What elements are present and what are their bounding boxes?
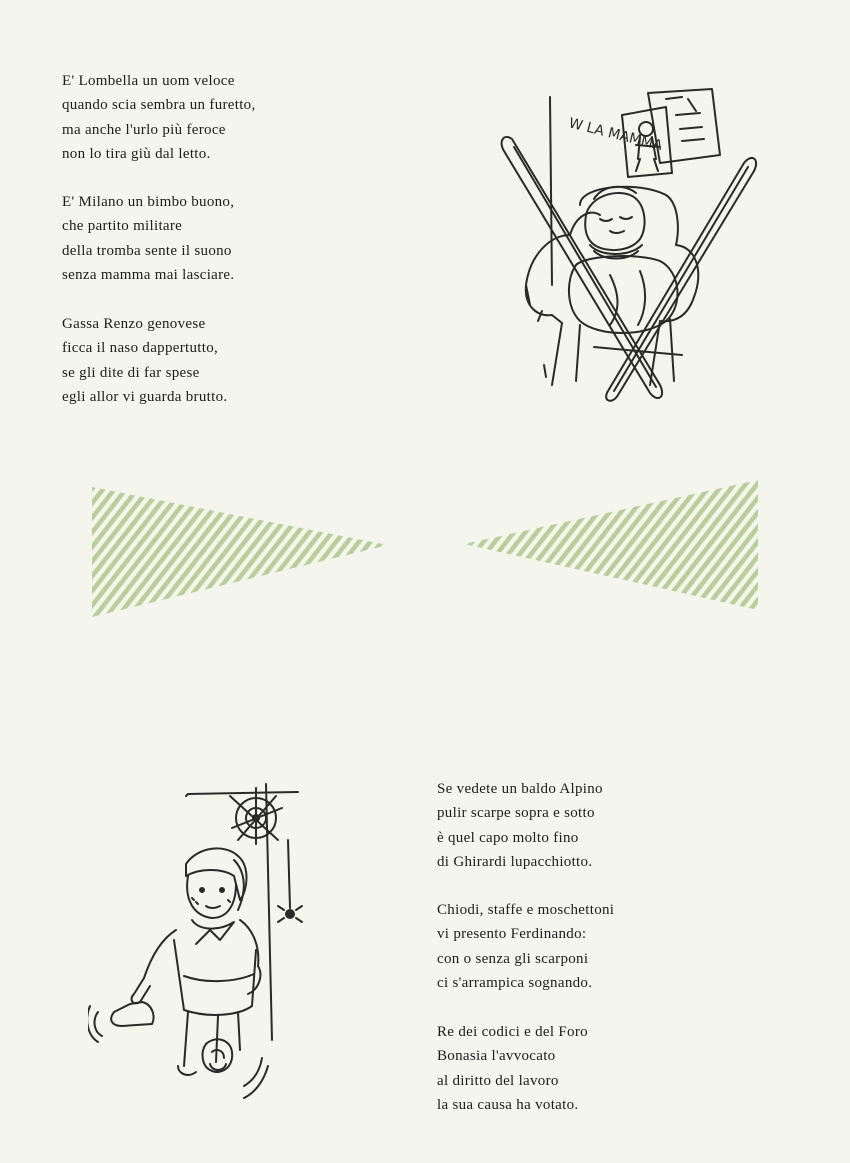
verse-line: senza mamma mai lasciare. bbox=[62, 266, 235, 283]
verse-line: E' Milano un bimbo buono, bbox=[62, 194, 235, 210]
verse-line: la sua causa ha votato. bbox=[437, 1096, 579, 1113]
wall-writing-w-la: W LA MAMMA bbox=[567, 115, 664, 155]
stanza-milano bbox=[62, 190, 234, 287]
verse-line: che partito militare bbox=[62, 218, 183, 235]
verse-line: Chiodi, staffe e moschettoni bbox=[437, 902, 615, 918]
verse-line: ficca il naso dappertutto, bbox=[62, 340, 219, 357]
verse-line: egli allor vi guarda brutto. bbox=[62, 388, 228, 405]
verse-line: è quel capo molto fino bbox=[437, 829, 579, 846]
verse-line: Gassa Renzo genovese bbox=[62, 316, 206, 332]
verse-line: ci s'arrampica sognando. bbox=[437, 974, 593, 991]
sleeping-skier-drawing-icon bbox=[490, 85, 770, 415]
stanza-ferdinando bbox=[437, 898, 614, 995]
striped-pennant-icon bbox=[462, 478, 762, 613]
stanza-lombella bbox=[62, 69, 256, 166]
verse-line: al diritto del lavoro bbox=[437, 1072, 559, 1089]
verse-line: di Ghirardi lupacchiotto. bbox=[437, 853, 593, 870]
verse-line: della tromba sente il suono bbox=[62, 242, 232, 259]
verse-line: se gli dite di far spese bbox=[62, 364, 200, 381]
verse-line: E' Lombella un uom veloce bbox=[62, 73, 235, 89]
verse-line: ma anche l'urlo più feroce bbox=[62, 121, 226, 138]
stanza-ghirardi bbox=[437, 777, 603, 874]
verse-line: pulir scarpe sopra e sotto bbox=[437, 805, 595, 822]
verse-line: non lo tira giù dal letto. bbox=[62, 145, 211, 162]
verse-line: Bonasia l'avvocato bbox=[437, 1048, 556, 1065]
verse-line: Re dei codici e del Foro bbox=[437, 1024, 588, 1040]
verse-line: Se vedete un baldo Alpino bbox=[437, 781, 603, 797]
stanza-gassa bbox=[62, 312, 227, 409]
verse-line: quando scia sembra un furetto, bbox=[62, 97, 256, 114]
verse-line: con o senza gli scarponi bbox=[437, 950, 589, 967]
verse-line: vi presento Ferdinando: bbox=[437, 926, 587, 943]
stanza-bonasia bbox=[437, 1020, 588, 1117]
alpino-cleaning-boot-drawing-icon bbox=[88, 780, 308, 1110]
striped-pennant-icon bbox=[92, 485, 392, 620]
